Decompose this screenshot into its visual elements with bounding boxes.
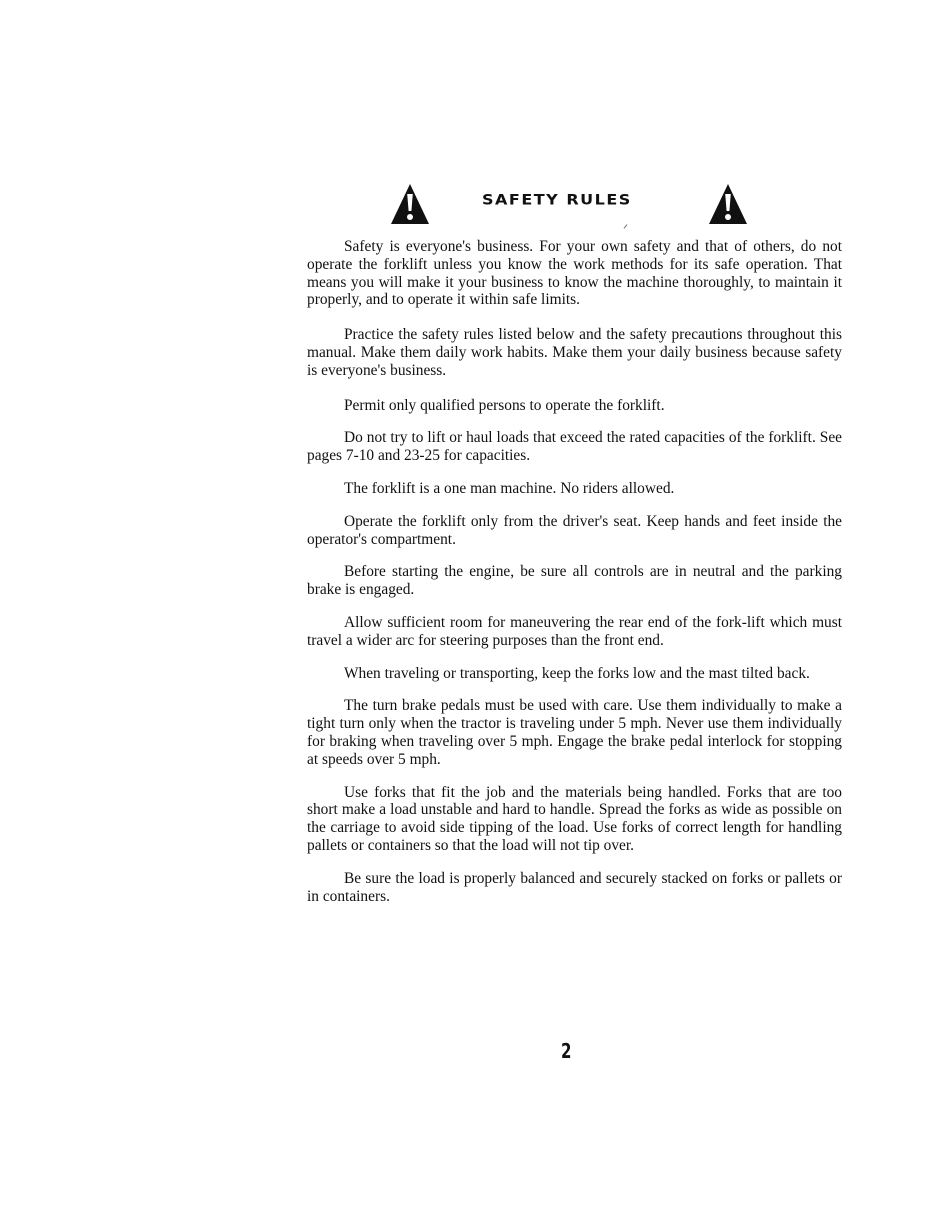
warning-triangle-icon xyxy=(708,183,748,225)
rule-turn-brake-pedals: The turn brake pedals must be used with care. Use them individually to make a tight turn only when the tractor is traveling under 5 mph. Never use them individually for braking when traveling over 5 mph. Engage the brake pedal interlock for stopping at speeds over 5 mph. xyxy=(307,697,842,768)
paragraph-intro: Safety is everyone's business. For your own safety and that of others, do not operate the forklift unless you know the work methods for its safe operation. That means you will make it your business to know the machine thoroughly, to maintain it properly, and to operate it within safe limits. xyxy=(307,238,842,309)
rule-fork-selection: Use forks that fit the job and the materials being handled. Forks that are too short make a load unstable and hard to handle. Spread the forks as wide as possible on the carriage to avoid side tipping of the load. Use forks of correct length for handling pallets or containers so that the load will not tip over. xyxy=(307,783,842,854)
rule-forks-low: When traveling or transporting, keep the forks low and the mast tilted back. xyxy=(344,664,810,682)
warning-triangle-icon xyxy=(390,183,430,225)
section-header xyxy=(390,180,760,230)
section-title: SAFETY RULES xyxy=(482,190,632,209)
rule-rear-end-room: Allow sufficient room for maneuvering the rear end of the fork-lift which must travel a wider arc for steering purposes than the front end. xyxy=(307,613,842,649)
rule-rated-capacities: Do not try to lift or haul loads that exceed the rated capacities of the forklift. See pages 7-10 and 23-25 for capacities. xyxy=(307,429,842,465)
rule-qualified-persons: Permit only qualified persons to operate the forklift. xyxy=(344,396,665,414)
rule-before-starting: Before starting the engine, be sure all controls are in neutral and the parking brake is engaged. xyxy=(307,563,842,599)
paragraph-practice: Practice the safety rules listed below and the safety precautions throughout this manual. Make them daily work habits. Make them your daily business because safety is everyone's business. xyxy=(307,326,842,379)
rule-no-riders: The forklift is a one man machine. No riders allowed. xyxy=(344,479,675,497)
rule-load-balance: Be sure the load is properly balanced and securely stacked on forks or pallets or in containers. xyxy=(307,869,842,905)
page-number: 2 xyxy=(561,1039,572,1063)
safety-rules-body xyxy=(307,238,842,920)
rule-drivers-seat: Operate the forklift only from the driver's seat. Keep hands and feet inside the operator's compartment. xyxy=(307,512,842,548)
